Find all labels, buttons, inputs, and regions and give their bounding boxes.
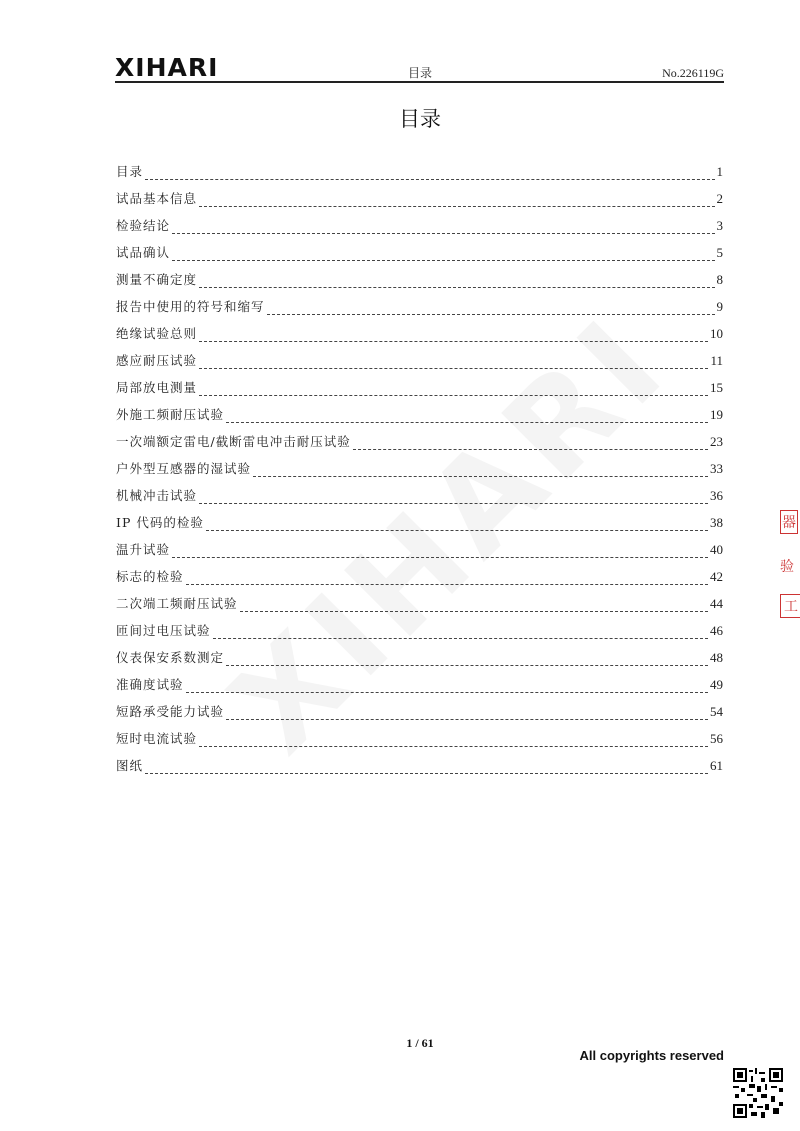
toc-entry-page: 33 [710, 461, 723, 476]
table-of-contents [116, 162, 723, 783]
toc-entry-label: 图纸 [116, 758, 144, 773]
stamp-text-3: 工 [780, 594, 800, 618]
page-indicator: 1 / 61 [406, 1036, 434, 1050]
toc-leader-dots [145, 773, 708, 774]
copyright-notice: All copyrights reserved [579, 1048, 724, 1063]
toc-entry[interactable] [116, 756, 723, 783]
toc-entry-label: 机械冲击试验 [116, 488, 198, 503]
toc-leader-dots [199, 746, 708, 747]
toc-entry[interactable] [116, 405, 723, 432]
toc-entry-label: 温升试验 [116, 542, 171, 557]
toc-entry-page: 54 [710, 704, 723, 719]
toc-entry-page: 1 [716, 164, 723, 179]
toc-leader-dots [186, 692, 708, 693]
toc-entry-label: 检验结论 [116, 218, 171, 233]
toc-entry-page: 8 [716, 272, 723, 287]
stamp-text-2: 验 [780, 559, 794, 575]
header-divider [115, 81, 724, 83]
toc-entry-label: 试品基本信息 [116, 191, 198, 206]
toc-entry-page: 42 [710, 569, 723, 584]
toc-entry-label: 试品确认 [116, 245, 171, 260]
toc-entry-page: 46 [710, 623, 723, 638]
toc-leader-dots [240, 611, 708, 612]
toc-leader-dots [213, 638, 708, 639]
toc-entry[interactable] [116, 243, 723, 270]
toc-leader-dots [353, 449, 708, 450]
toc-entry[interactable] [116, 675, 723, 702]
toc-entry-page: 23 [710, 434, 723, 449]
toc-entry-label: 仪表保安系数测定 [116, 650, 225, 665]
toc-leader-dots [186, 584, 708, 585]
toc-leader-dots [199, 206, 714, 207]
toc-entry[interactable] [116, 297, 723, 324]
toc-entry[interactable] [116, 162, 723, 189]
toc-entry-label: 局部放电测量 [116, 380, 198, 395]
qr-code-icon [733, 1068, 783, 1118]
toc-entry-page: 5 [716, 245, 723, 260]
toc-entry[interactable] [116, 540, 723, 567]
toc-leader-dots [199, 287, 714, 288]
toc-entry[interactable] [116, 270, 723, 297]
toc-entry[interactable] [116, 189, 723, 216]
toc-leader-dots [267, 314, 715, 315]
toc-entry-label: 外施工频耐压试验 [116, 407, 225, 422]
toc-entry[interactable] [116, 594, 723, 621]
toc-entry-page: 40 [710, 542, 723, 557]
toc-entry-page: 11 [710, 353, 723, 368]
toc-entry-page: 10 [710, 326, 723, 341]
toc-entry[interactable] [116, 513, 723, 540]
toc-entry-label: IP 代码的检验 [116, 515, 204, 530]
toc-entry-page: 36 [710, 488, 723, 503]
toc-entry-label: 绝缘试验总则 [116, 326, 198, 341]
toc-entry-label: 准确度试验 [116, 677, 184, 692]
toc-entry[interactable] [116, 648, 723, 675]
toc-leader-dots [226, 665, 708, 666]
toc-entry-label: 报告中使用的符号和缩写 [116, 299, 265, 314]
toc-entry-page: 61 [710, 758, 723, 773]
toc-entry[interactable] [116, 216, 723, 243]
toc-entry-label: 匝间过电压试验 [116, 623, 211, 638]
toc-entry[interactable] [116, 324, 723, 351]
toc-leader-dots [172, 233, 714, 234]
toc-leader-dots [226, 422, 708, 423]
toc-entry-label: 一次端额定雷电/截断雷电冲击耐压试验 [116, 434, 351, 449]
toc-entry[interactable] [116, 459, 723, 486]
toc-entry[interactable] [116, 702, 723, 729]
toc-entry-label: 感应耐压试验 [116, 353, 198, 368]
toc-leader-dots [199, 341, 708, 342]
toc-leader-dots [199, 503, 708, 504]
toc-entry-label: 二次端工频耐压试验 [116, 596, 238, 611]
toc-leader-dots [145, 179, 714, 180]
toc-entry-page: 38 [710, 515, 723, 530]
page-title: 目录 [399, 107, 441, 131]
toc-leader-dots [199, 395, 708, 396]
toc-entry-page: 2 [716, 191, 723, 206]
toc-entry-page: 48 [710, 650, 723, 665]
toc-entry-page: 9 [716, 299, 723, 314]
toc-leader-dots [199, 368, 708, 369]
toc-leader-dots [206, 530, 708, 531]
toc-entry[interactable] [116, 486, 723, 513]
toc-entry[interactable] [116, 432, 723, 459]
toc-entry[interactable] [116, 351, 723, 378]
toc-entry-page: 56 [710, 731, 723, 746]
toc-leader-dots [172, 260, 714, 261]
toc-entry[interactable] [116, 567, 723, 594]
stamp-text-1: 器 [780, 510, 798, 534]
toc-entry[interactable] [116, 621, 723, 648]
toc-entry-label: 户外型互感器的湿试验 [116, 461, 252, 476]
toc-leader-dots [172, 557, 708, 558]
company-logo: XIHARI [115, 53, 219, 82]
toc-entry-label: 短时电流试验 [116, 731, 198, 746]
toc-entry-label: 短路承受能力试验 [116, 704, 225, 719]
header-section-title: 目录 [408, 66, 433, 80]
toc-leader-dots [226, 719, 708, 720]
toc-entry[interactable] [116, 729, 723, 756]
toc-entry-page: 49 [710, 677, 723, 692]
toc-entry-label: 标志的检验 [116, 569, 184, 584]
toc-leader-dots [253, 476, 708, 477]
toc-entry[interactable] [116, 378, 723, 405]
toc-entry-page: 3 [716, 218, 723, 233]
toc-entry-label: 目录 [116, 164, 144, 179]
toc-entry-page: 15 [710, 380, 723, 395]
official-stamp [776, 498, 800, 638]
report-number: No.226119G [662, 66, 724, 80]
toc-entry-page: 44 [710, 596, 723, 611]
toc-entry-label: 测量不确定度 [116, 272, 198, 287]
toc-entry-page: 19 [710, 407, 723, 422]
